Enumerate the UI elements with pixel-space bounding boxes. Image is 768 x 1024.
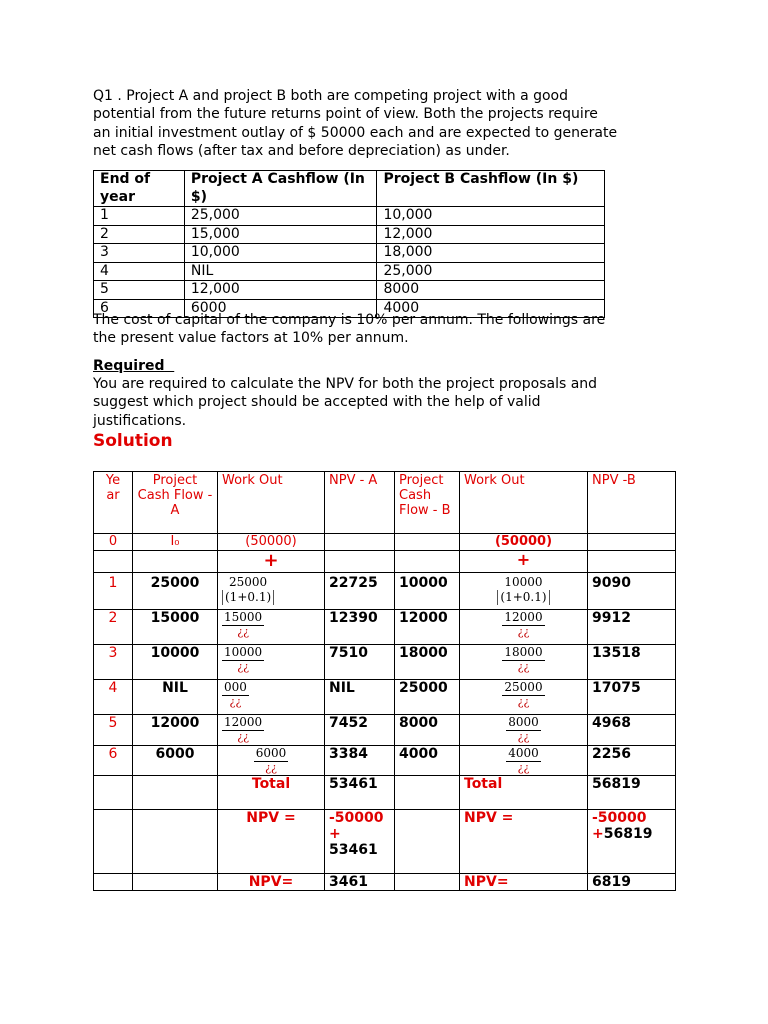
cell-a: 6000 <box>133 746 218 776</box>
table-row <box>94 281 605 300</box>
total-label-b: Total <box>460 776 588 810</box>
cell-b: 12000 <box>395 610 460 645</box>
cell-b: 25,000 <box>377 262 605 281</box>
header-project-b: Project B Cashflow (In $) <box>377 171 605 207</box>
cell-b: 4000 <box>395 746 460 776</box>
question-line: net cash flows (after tax and before depreciation) as under. <box>93 142 510 159</box>
required-heading: Required <box>93 358 165 374</box>
text-line: The cost of capital of the company is 10% per annum. The followings are <box>93 312 606 328</box>
header-cashflow-b: Project Cash Flow - B <box>395 472 460 534</box>
cell-year: 2 <box>94 225 185 244</box>
cell-npv-b: 9912 <box>588 610 676 645</box>
cell-year: 0 <box>94 534 133 551</box>
cell-work-b: (50000) <box>460 534 588 551</box>
cell-a: 12,000 <box>184 281 377 300</box>
cell-work-b <box>460 746 588 776</box>
cell-b: 10000 <box>395 573 460 610</box>
cell-year: 3 <box>94 244 185 263</box>
cell-b: 10,000 <box>377 207 605 226</box>
cell-work-b <box>460 610 588 645</box>
cell-work-a <box>218 715 325 746</box>
cell-a: 10000 <box>133 645 218 680</box>
table-row <box>94 207 605 226</box>
fraction: 25000 (1+0.1) <box>222 575 274 605</box>
npv-label-b: NPV = <box>460 810 588 874</box>
question-line: potential from the future returns point of view. Both the projects require <box>93 106 598 123</box>
cell-work-a: (50000) <box>218 534 325 551</box>
cell-year: 4 <box>94 680 133 715</box>
cell-npv-b: 13518 <box>588 645 676 680</box>
fraction: $\frac{4000}{¿¿}$ <box>508 746 539 774</box>
cell-npv-a: 3384 <box>325 746 395 776</box>
cell-work-b <box>460 573 588 610</box>
table-row <box>94 534 676 551</box>
table-row <box>94 680 676 715</box>
cell-a: 6000 <box>184 299 377 318</box>
table-row <box>94 610 676 645</box>
cell-npv-a: 7510 <box>325 645 395 680</box>
cell-year: 6 <box>94 299 185 318</box>
cell-b: 18,000 <box>377 244 605 263</box>
npv-label-a: NPV = <box>218 810 325 874</box>
text-line: justifications. <box>93 412 187 429</box>
table-row <box>94 551 676 573</box>
cell-year: 5 <box>94 281 185 300</box>
header-project-a: Project A Cashflow (In $) <box>184 171 377 207</box>
cell-work-b <box>460 645 588 680</box>
table-row <box>94 645 676 680</box>
cell-a: NIL <box>184 262 377 281</box>
cell-b: 4000 <box>377 299 605 318</box>
total-npv-b: 56819 <box>588 776 676 810</box>
solution-heading: Solution <box>93 431 173 451</box>
header-npv-b: NPV -B <box>588 472 676 534</box>
table-row <box>94 225 605 244</box>
cell-work-a <box>218 610 325 645</box>
cell-npv-b: 17075 <box>588 680 676 715</box>
cell-year: 1 <box>94 573 133 610</box>
cell-work-a <box>218 645 325 680</box>
total-npv-a: 53461 <box>325 776 395 810</box>
cell-year: 4 <box>94 262 185 281</box>
cell-a: 10,000 <box>184 244 377 263</box>
npv-final-label-a: NPV= <box>218 874 325 891</box>
required-text <box>93 375 597 430</box>
cost-of-capital-text <box>93 311 605 348</box>
cell-npv-b: 9090 <box>588 573 676 610</box>
npv-final-row <box>94 874 676 891</box>
header-npv-a: NPV - A <box>325 472 395 534</box>
table-row <box>94 746 676 776</box>
cell-a: 12000 <box>133 715 218 746</box>
cell-b: 18000 <box>395 645 460 680</box>
table-header-row <box>94 171 605 207</box>
cell-a: I₀ <box>133 534 218 551</box>
fraction: $\frac{25000}{¿¿}$ <box>504 680 543 708</box>
npv-final-b: 6819 <box>588 874 676 891</box>
cell-npv-a: 22725 <box>325 573 395 610</box>
cell-a: NIL <box>133 680 218 715</box>
question-text <box>93 87 617 160</box>
cell-work-a <box>218 573 325 610</box>
cell-a: 25000 <box>133 573 218 610</box>
total-row <box>94 776 676 810</box>
text-line: You are required to calculate the NPV for both the project proposals and <box>93 376 598 392</box>
cell-npv-b: 2256 <box>588 746 676 776</box>
cell-npv-a: 12390 <box>325 610 395 645</box>
cashflow-table <box>93 170 605 318</box>
npv-expression-row <box>94 810 676 874</box>
cell-work-b <box>460 715 588 746</box>
cell-work-a <box>218 746 325 776</box>
cell-work-b <box>460 680 588 715</box>
fraction: $\frac{12000}{¿¿}$ <box>224 715 263 743</box>
header-cashflow-a: Project Cash Flow - A <box>133 472 218 534</box>
solution-table <box>93 471 676 891</box>
npv-expression-b: -50000 +56819 <box>588 810 676 874</box>
plus-sign-a: + <box>218 551 325 573</box>
header-workout-b: Work Out <box>460 472 588 534</box>
cell-a: 15,000 <box>184 225 377 244</box>
cell-year: 1 <box>94 207 185 226</box>
cell-a: 15000 <box>133 610 218 645</box>
header-year: Ye ar <box>94 472 133 534</box>
plus-sign-b: + <box>460 551 588 573</box>
cell-npv-a: NIL <box>325 680 395 715</box>
cell-a: 25,000 <box>184 207 377 226</box>
cell-npv-a: 7452 <box>325 715 395 746</box>
text-line: suggest which project should be accepted with the help of valid <box>93 394 541 411</box>
fraction: $\frac{15000}{¿¿}$ <box>224 610 263 638</box>
cell-b: 8000 <box>395 715 460 746</box>
fraction: $\frac{8000}{¿¿}$ <box>508 715 539 743</box>
fraction: $\frac{18000}{¿¿}$ <box>504 645 543 673</box>
npv-final-a: 3461 <box>325 874 395 891</box>
fraction: $\frac{12000}{¿¿}$ <box>504 610 543 638</box>
text-line: the present value factors at 10% per annum. <box>93 330 409 347</box>
cell-year: 2 <box>94 610 133 645</box>
solution-header-row <box>94 472 676 534</box>
fraction: $\frac{6000}{¿¿}$ <box>255 746 287 774</box>
table-row <box>94 715 676 746</box>
npv-final-label-b: NPV= <box>460 874 588 891</box>
fraction: 10000 (1+0.1) <box>497 575 549 605</box>
header-workout-a: Work Out <box>218 472 325 534</box>
cell-year: 5 <box>94 715 133 746</box>
cell-b: 25000 <box>395 680 460 715</box>
question-line: Q1 . Project A and project B both are competing project with a good <box>93 88 569 104</box>
cell-b: 8000 <box>377 281 605 300</box>
cell-year: 6 <box>94 746 133 776</box>
fraction: $\frac{000}{¿¿}$ <box>224 680 247 708</box>
cell-npv-b: 4968 <box>588 715 676 746</box>
table-row <box>94 573 676 610</box>
cell-year: 3 <box>94 645 133 680</box>
fraction: $\frac{10000}{¿¿}$ <box>224 645 263 673</box>
table-row <box>94 262 605 281</box>
cell-work-a <box>218 680 325 715</box>
total-label-a: Total <box>218 776 325 810</box>
npv-expression-a: -50000 + 53461 <box>325 810 395 874</box>
table-row <box>94 244 605 263</box>
header-end-of-year: End of year <box>94 171 185 207</box>
question-line: an initial investment outlay of $ 50000 each and are expected to generate <box>93 124 618 141</box>
cell-b: 12,000 <box>377 225 605 244</box>
